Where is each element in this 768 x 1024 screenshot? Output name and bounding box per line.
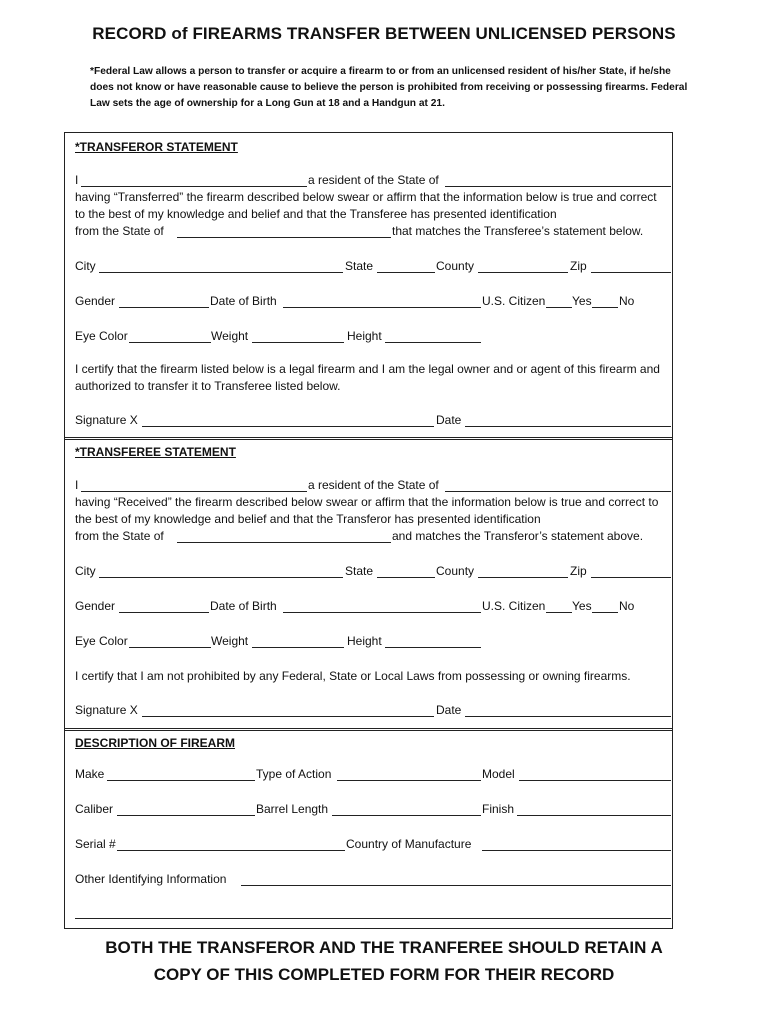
finish-field[interactable] [517, 815, 671, 816]
transferee-zip-field[interactable] [591, 577, 671, 578]
page-title: RECORD of FIREARMS TRANSFER BETWEEN UNLICENSED PERSONS [92, 24, 676, 43]
transferor-id-state-field[interactable] [177, 237, 391, 238]
eye-color-label: Eye Color [75, 329, 128, 343]
other-info-label: Other Identifying Information [75, 872, 227, 886]
weight-label: Weight [211, 634, 249, 648]
i-label: I [75, 173, 79, 187]
transferee-swear-text: having “Received” the firearm described below swear or affirm that the information below is true and correct to the best of my knowledge and belief and that the Transferor has presented identification [75, 495, 659, 526]
dob-label: Date of Birth [210, 599, 277, 613]
transferee-name-row [75, 478, 661, 494]
transferor-certify-text: I certify that the firearm listed below is a legal firearm and I am the legal owner and or agent of this firearm and authorized to transfer it to Transferee listed below. [75, 362, 660, 393]
federal-law-notice: *Federal Law allows a person to transfer or acquire a firearm to or from an unlicensed resident of his/her State, if he/she does not know or have reasonable cause to believe the person is prohibited from receiving or possessing firearms. Federal Law sets the age of ownership for a Long Gun at 18 and a Handgun at 21. [90, 66, 688, 109]
transferor-city-field[interactable] [99, 272, 343, 273]
transferee-physical-row [75, 634, 661, 650]
transferor-signature-field[interactable] [142, 426, 434, 427]
citizen-label: U.S. Citizen [482, 599, 546, 613]
barrel-length-field[interactable] [332, 815, 481, 816]
citizen-label: U.S. Citizen [482, 294, 546, 308]
yes-label: Yes [572, 599, 592, 613]
retain-copy-line-1: BOTH THE TRANSFEROR AND THE TRANFEREE SHOULD RETAIN A [105, 938, 663, 957]
transferee-gender-field[interactable] [119, 612, 209, 613]
transferee-id-state-field[interactable] [177, 542, 391, 543]
transferor-date-field[interactable] [465, 426, 671, 427]
serial-label: Serial # [75, 837, 116, 851]
eye-color-label: Eye Color [75, 634, 128, 648]
firearm-make-row [75, 767, 661, 783]
transferor-height-field[interactable] [385, 342, 481, 343]
country-field[interactable] [482, 850, 671, 851]
transferor-address-row [75, 259, 661, 275]
transferee-name-field[interactable] [81, 491, 307, 492]
model-label: Model [482, 767, 515, 781]
transferor-citizen-yes-field[interactable] [546, 307, 572, 308]
model-field[interactable] [519, 780, 671, 781]
zip-label: Zip [570, 564, 587, 578]
city-label: City [75, 564, 96, 578]
caliber-field[interactable] [117, 815, 255, 816]
from-state-label: from the State of [75, 529, 164, 543]
action-label: Type of Action [256, 767, 332, 781]
barrel-label: Barrel Length [256, 802, 329, 816]
height-label: Height [347, 329, 382, 343]
transferor-dob-field[interactable] [283, 307, 481, 308]
transferee-personal-row [75, 599, 661, 615]
transferee-height-field[interactable] [385, 647, 481, 648]
transferee-dob-field[interactable] [283, 612, 481, 613]
transferor-resident-state-field[interactable] [445, 186, 671, 187]
retain-copy-notice [0, 934, 768, 988]
signature-label: Signature X [75, 703, 138, 717]
gender-label: Gender [75, 294, 116, 308]
height-label: Height [347, 634, 382, 648]
transferor-heading: *TRANSFEROR STATEMENT [75, 140, 238, 154]
county-label: County [436, 259, 475, 273]
transferee-county-field[interactable] [478, 577, 568, 578]
transferor-swear-text: having “Transferred” the firearm described below swear or affirm that the information below is true and correct to the best of my knowledge and belief and that the Transferee has presented identification [75, 190, 657, 221]
transferee-weight-field[interactable] [252, 647, 344, 648]
transferor-signature-row [75, 413, 661, 429]
transferor-section [64, 132, 673, 440]
transferee-resident-state-field[interactable] [445, 491, 671, 492]
firearm-caliber-row [75, 802, 661, 818]
transferee-city-field[interactable] [99, 577, 343, 578]
transferee-date-field[interactable] [465, 716, 671, 717]
transferee-citizen-no-field[interactable] [592, 612, 618, 613]
gender-label: Gender [75, 599, 116, 613]
action-field[interactable] [337, 780, 481, 781]
transferor-name-row [75, 173, 661, 189]
transferee-signature-field[interactable] [142, 716, 434, 717]
date-label: Date [436, 413, 462, 427]
make-field[interactable] [107, 780, 255, 781]
transferee-address-row [75, 564, 661, 580]
firearm-other-row [75, 872, 661, 888]
other-info-field[interactable] [241, 885, 671, 886]
transferee-id-state-row [75, 529, 661, 545]
make-label: Make [75, 767, 105, 781]
state-label: State [345, 259, 374, 273]
resident-label: a resident of the State of [308, 173, 439, 187]
transferor-name-field[interactable] [81, 186, 307, 187]
transferor-eye-color-field[interactable] [129, 342, 211, 343]
no-label: No [619, 294, 635, 308]
signature-label: Signature X [75, 413, 138, 427]
city-label: City [75, 259, 96, 273]
transferor-zip-field[interactable] [591, 272, 671, 273]
transferee-heading: *TRANSFEREE STATEMENT [75, 445, 236, 459]
state-label: State [345, 564, 374, 578]
matches-text: that matches the Transferee’s statement below. [392, 224, 644, 238]
weight-label: Weight [211, 329, 249, 343]
resident-label: a resident of the State of [308, 478, 439, 492]
serial-field[interactable] [117, 850, 345, 851]
county-label: County [436, 564, 475, 578]
other-info-field-line2[interactable] [75, 918, 671, 919]
dob-label: Date of Birth [210, 294, 277, 308]
zip-label: Zip [570, 259, 587, 273]
transferor-weight-field[interactable] [252, 342, 344, 343]
transferee-eye-color-field[interactable] [129, 647, 211, 648]
finish-label: Finish [482, 802, 515, 816]
transferee-signature-row [75, 703, 661, 719]
transferor-personal-row [75, 294, 661, 310]
transferor-county-field[interactable] [478, 272, 568, 273]
transferor-gender-field[interactable] [119, 307, 209, 308]
transferor-citizen-no-field[interactable] [592, 307, 618, 308]
transferor-id-state-row [75, 224, 661, 240]
transferee-citizen-yes-field[interactable] [546, 612, 572, 613]
date-label: Date [436, 703, 462, 717]
transferee-state-field[interactable] [377, 577, 435, 578]
country-label: Country of Manufacture [346, 837, 472, 851]
caliber-label: Caliber [75, 802, 114, 816]
yes-label: Yes [572, 294, 592, 308]
firearm-serial-row [75, 837, 661, 853]
transferee-certify-text: I certify that I am not prohibited by any Federal, State or Local Laws from possessing or owning firearms. [75, 669, 631, 683]
retain-copy-line-2: COPY OF THIS COMPLETED FORM FOR THEIR RECORD [153, 965, 615, 984]
transferee-section [64, 437, 673, 731]
firearm-heading: DESCRIPTION OF FIREARM [75, 736, 236, 750]
i-label: I [75, 478, 79, 492]
from-state-label: from the State of [75, 224, 164, 238]
matches-text: and matches the Transferor’s statement above. [392, 529, 644, 543]
no-label: No [619, 599, 635, 613]
transferor-state-field[interactable] [377, 272, 435, 273]
transferor-physical-row [75, 329, 661, 345]
firearm-other-row-2 [75, 905, 661, 921]
firearm-description-section [64, 728, 673, 929]
